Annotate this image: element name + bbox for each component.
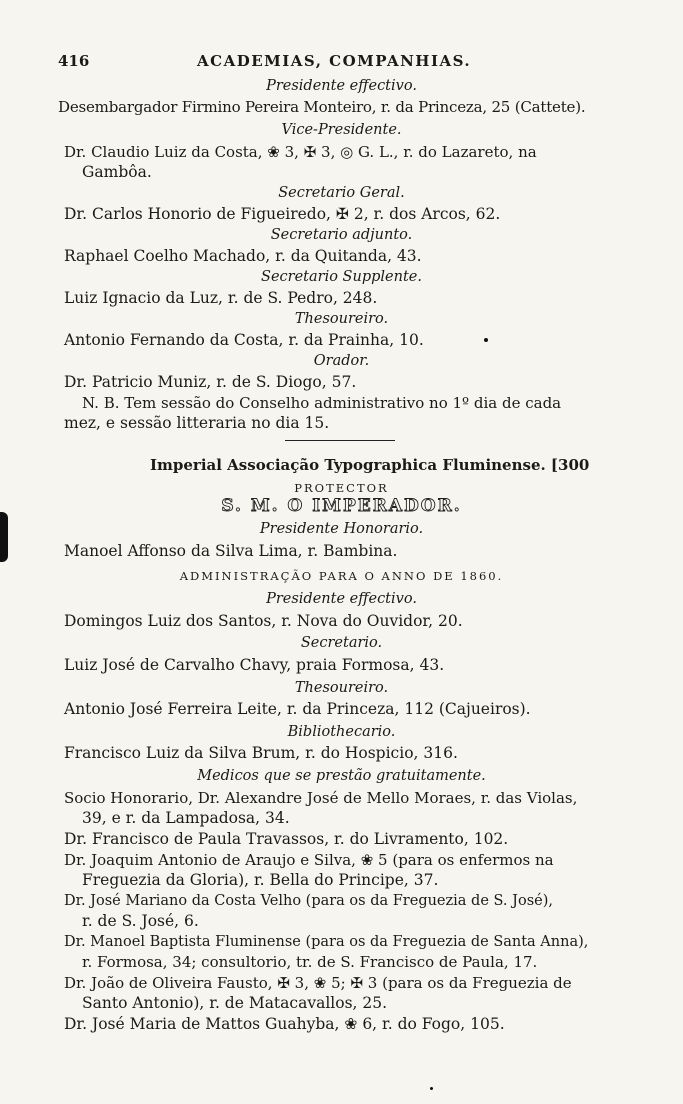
entry-line: Luiz Ignacio da Luz, r. de S. Pedro, 248. (64, 289, 378, 307)
section-title: Imperial Associação Typographica Fluminense. [300 (150, 456, 590, 474)
entry-line: Dr. Patricio Muniz, r. de S. Diogo, 57. (64, 373, 357, 391)
role-heading: Vice-Presidente. (281, 122, 402, 138)
entry-line: Raphael Coelho Machado, r. da Quitanda, 43. (64, 247, 422, 265)
note-line: mez, e sessão litteraria no dia 15. (64, 414, 330, 432)
role-heading: Presidente Honorario. (259, 521, 424, 537)
role-heading: Secretario adjunto. (270, 227, 413, 243)
entry-line: Dr. Joaquim Antonio de Araujo e Silva, ❀ 5 (para os enfermos na (64, 851, 554, 869)
section-divider (285, 440, 395, 441)
entry-line: Antonio José Ferreira Leite, r. da Princeza, 112 (Cajueiros). (64, 700, 531, 718)
entry-line: Antonio Fernando da Costa, r. da Prainha, 10. (64, 331, 424, 349)
protector-name: S. M. O IMPERADOR. (221, 496, 462, 516)
entry-line: Luiz José de Carvalho Chavy, praia Formosa, 43. (64, 656, 445, 674)
protector-label: PROTECTOR (294, 481, 389, 495)
role-heading: Secretario Supplente. (261, 269, 422, 285)
entry-line: Dr. Francisco de Paula Travassos, r. do Livramento, 102. (64, 830, 509, 848)
entry-line: Dr. Claudio Luiz da Costa, ❀ 3, ✠ 3, ◎ G. L., r. do Lazareto, na (64, 143, 537, 161)
entry-line: Freguezia da Gloria), r. Bella do Principe, 37. (82, 871, 439, 889)
ink-speck (484, 338, 488, 342)
ink-speck (430, 1087, 433, 1090)
administration-heading: ADMINISTRAÇÃO PARA O ANNO DE 1860. (179, 569, 504, 583)
note-line: N. B. Tem sessão do Conselho administrativo no 1º dia de cada (82, 394, 562, 412)
role-heading: Presidente effectivo. (266, 78, 417, 94)
role-heading: Thesoureiro. (294, 311, 389, 327)
entry-line: Manoel Affonso da Silva Lima, r. Bambina. (64, 542, 398, 560)
role-heading: Secretario. (300, 635, 383, 651)
role-heading: Secretario Geral. (278, 185, 405, 201)
entry-line: Dr. Manoel Baptista Fluminense (para os da Freguezia de Santa Anna), (64, 934, 589, 950)
entry-line: r. de S. José, 6. (82, 912, 199, 930)
entry-line: Dr. Carlos Honorio de Figueiredo, ✠ 2, r. dos Arcos, 62. (64, 205, 501, 223)
entry-line: Socio Honorario, Dr. Alexandre José de Mello Moraes, r. das Violas, (64, 789, 578, 807)
entry-line: 39, e r. da Lampadosa, 34. (82, 809, 290, 827)
binding-shadow-mark (0, 512, 8, 562)
entry-line: Desembargador Firmino Pereira Monteiro, r. da Princeza, 25 (Cattete). (58, 98, 586, 116)
entry-line: Dr. José Mariano da Costa Velho (para os da Freguezia de S. José), (64, 893, 553, 909)
role-heading: Presidente effectivo. (266, 591, 417, 607)
role-heading: Medicos que se prestão gratuitamente. (197, 768, 486, 784)
running-head: ACADEMIAS, COMPANHIAS. (197, 52, 472, 70)
role-heading: Bibliothecario. (287, 724, 396, 740)
entry-line: Dr. João de Oliveira Fausto, ✠ 3, ❀ 5; ✠ 3 (para os da Freguezia de (64, 974, 572, 992)
role-heading: Thesoureiro. (294, 680, 389, 696)
page-number: 416 (58, 52, 90, 70)
entry-line: Francisco Luiz da Silva Brum, r. do Hospicio, 316. (64, 744, 458, 762)
role-heading: Orador. (313, 353, 370, 369)
entry-line: Santo Antonio), r. de Matacavallos, 25. (82, 994, 388, 1012)
entry-line: Dr. José Maria de Mattos Guahyba, ❀ 6, r. do Fogo, 105. (64, 1015, 505, 1033)
entry-line: Domingos Luiz dos Santos, r. Nova do Ouvidor, 20. (64, 612, 463, 630)
entry-line: r. Formosa, 34; consultorio, tr. de S. Francisco de Paula, 17. (82, 953, 538, 971)
entry-line: Gambôa. (82, 163, 152, 181)
